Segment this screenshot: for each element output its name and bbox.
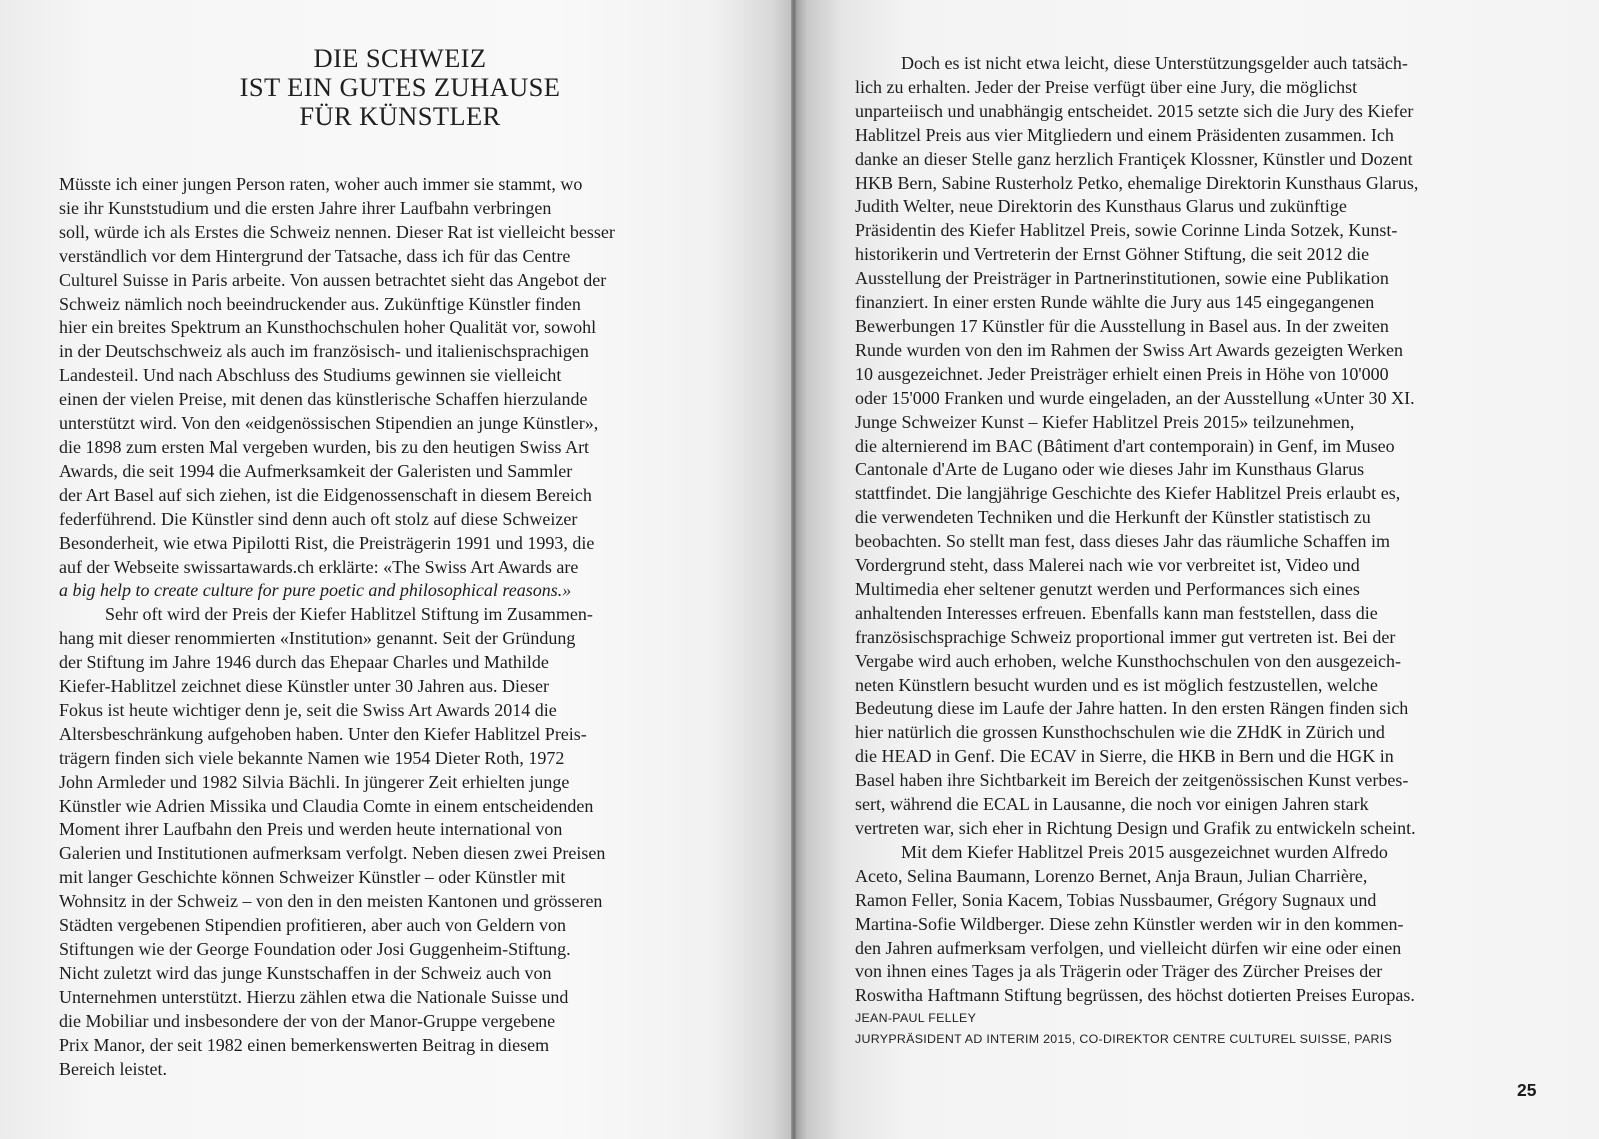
text-line: Awards, die seit 1994 die Aufmerksamkeit der Galeristen und Sammler xyxy=(59,460,573,481)
text-line: John Armleder und 1982 Silvia Bächli. In jüngerer Zeit erhielten junge xyxy=(59,771,570,792)
text-line: Vordergrund steht, dass Malerei nach wie vor verbreitet ist, Video und xyxy=(855,555,1360,576)
book-gutter xyxy=(791,0,797,1139)
text-line: Wohnsitz in der Schweiz – von den in den meisten Kantonen und grösseren xyxy=(59,891,603,912)
text-line: finanziert. In einer ersten Runde wählte die Jury aus 145 eingegangenen xyxy=(855,292,1375,313)
text-line: Bereich leistet. xyxy=(59,1058,167,1079)
title-line: FÜR KÜNSTLER xyxy=(299,101,501,131)
text-line: Städten vergebenen Stipendien profitieren, aber auch von Geldern von xyxy=(59,915,566,936)
text-line: Stiftungen wie der George Foundation oder Josi Guggenheim-Stiftung. xyxy=(59,939,571,959)
text-line: danke an dieser Stelle ganz herzlich Frantiçek Klossner, Künstler und Dozent xyxy=(855,148,1413,169)
text-line: federführend. Die Künstler sind denn auch oft stolz auf diese Schweizer xyxy=(59,508,578,529)
text-line: Moment ihrer Laufbahn den Preis und werden heute international von xyxy=(59,819,563,840)
text-line: die Mobiliar und insbesondere der von der Manor-Gruppe vergebene xyxy=(59,1010,556,1031)
text-line: auf der Webseite swissartawards.ch erklärte: «The Swiss Art Awards are xyxy=(59,556,579,577)
text-line: die alternierend im BAC (Bâtiment d'art contemporain) in Genf, im Museo xyxy=(855,435,1395,456)
article-title xyxy=(180,44,620,131)
text-line: Runde wurden von den im Rahmen der Swiss Art Awards gezeigten Werken xyxy=(855,339,1403,360)
text-line: Galerien und Institutionen aufmerksam verfolgt. Neben diesen zwei Preisen xyxy=(59,843,606,864)
text-line: Ramon Feller, Sonia Kacem, Tobias Nussbaumer, Grégory Sugnaux und xyxy=(855,889,1377,910)
text-line: unparteiisch und unabhängig entscheidet. 2015 setzte sich die Jury des Kiefer xyxy=(855,100,1414,121)
left-page xyxy=(0,0,795,1139)
text-line: Junge Schweizer Kunst – Kiefer Hablitzel Preis 2015» teilzunehmen, xyxy=(855,411,1355,432)
text-line: Hablitzel Preis aus vier Mitgliedern und einem Präsidenten zusammen. Ich xyxy=(855,124,1394,145)
text-line: Altersbeschränkung aufgehoben haben. Unter den Kiefer Hablitzel Preis- xyxy=(59,723,587,744)
text-line: Culturel Suisse in Paris arbeite. Von aussen betrachtet sieht das Angebot der xyxy=(59,269,607,290)
text-line: die HEAD in Genf. Die ECAV in Sierre, die HKB in Bern und die HGK in xyxy=(855,746,1394,767)
text-line: Nicht zuletzt wird das junge Kunstschaffen in der Schweiz auch von xyxy=(59,962,552,983)
text-line: verständlich vor dem Hintergrund der Tatsache, dass ich für das Centre xyxy=(59,245,571,266)
text-line: mit langer Geschichte können Schweizer Künstler – oder Künstler mit xyxy=(59,867,566,888)
text-line: Cantonale d'Arte de Lugano oder wie dieses Jahr im Kunsthaus Glarus xyxy=(855,459,1365,480)
text-line: trägern finden sich viele bekannte Namen wie 1954 Dieter Roth, 1972 xyxy=(59,747,565,768)
text-line: den Jahren aufmerksam verfolgen, und vielleicht dürfen wir eine oder einen xyxy=(855,937,1402,958)
text-line: unterstützt wird. Von den «eidgenössischen Stipendien an junge Künstler», xyxy=(59,413,599,434)
paragraph-start-line: Doch es ist nicht etwa leicht, diese Unterstützungsgelder auch tatsäch- xyxy=(901,53,1408,73)
text-line: lich zu erhalten. Jeder der Preise verfügt über eine Jury, die möglichst xyxy=(855,76,1358,97)
text-line: Bedeutung diese im Laufe der Jahre hatten. In den ersten Rängen finden sich xyxy=(855,698,1409,719)
text-line: Unternehmen unterstützt. Hierzu zählen etwa die Nationale Suisse und xyxy=(59,986,569,1007)
page-number: 25 xyxy=(1517,1080,1537,1100)
text-line: Aceto, Selina Baumann, Lorenzo Bernet, Anja Braun, Julian Charrière, xyxy=(855,865,1368,886)
text-line: beobachten. So stellt man fest, dass dieses Jahr das räumliche Schaffen im xyxy=(855,531,1391,552)
text-line: Martina-Sofie Wildberger. Diese zehn Künstler werden wir in den kommen- xyxy=(855,913,1404,934)
text-line: der Stiftung im Jahre 1946 durch das Ehepaar Charles und Mathilde xyxy=(59,652,549,673)
text-line: oder 15'000 Franken und wurde eingeladen, an der Ausstellung «Unter 30 XI. xyxy=(855,387,1415,408)
text-line: hang mit dieser renommierten «Institution» genannt. Seit der Gründung xyxy=(59,628,576,649)
text-line: stattfindet. Die langjährige Geschichte des Kiefer Hablitzel Preis erlaubt es, xyxy=(855,483,1401,504)
text-line: Prix Manor, der seit 1982 einen bemerkenswerten Beitrag in diesem xyxy=(59,1034,550,1055)
text-line: Müsste ich einer jungen Person raten, woher auch immer sie stammt, wo xyxy=(59,174,583,194)
text-line: 10 ausgezeichnet. Jeder Preisträger erhielt einen Preis in Höhe von 10'000 xyxy=(855,363,1389,384)
text-line: der Art Basel auf sich ziehen, ist die Eidgenossenschaft in diesem Bereich xyxy=(59,484,592,505)
text-line: einen der vielen Preise, mit denen das künstlerische Schaffen hierzulande xyxy=(59,389,588,410)
text-line: Judith Welter, neue Direktorin des Kunsthaus Glarus und zukünftige xyxy=(855,196,1347,217)
text-line: soll, würde ich als Erstes die Schweiz nennen. Dieser Rat ist vielleicht besser xyxy=(59,221,615,242)
text-line: Schweiz nämlich noch beeindruckender aus. Zukünftige Künstler finden xyxy=(59,293,581,314)
text-line: Fokus ist heute wichtiger denn je, seit die Swiss Art Awards 2014 die xyxy=(59,699,557,720)
text-line: HKB Bern, Sabine Rusterholz Petko, ehemalige Direktorin Kunsthaus Glarus, xyxy=(855,172,1419,193)
text-line: die verwendeten Techniken und die Herkunft der Künstler statistisch zu xyxy=(855,507,1371,528)
paragraph-start-line: Sehr oft wird der Preis der Kiefer Hablitzel Stiftung im Zusammen- xyxy=(105,604,593,625)
text-line: Vergabe wird auch erhoben, welche Kunsthochschulen von den ausgezeich- xyxy=(855,650,1401,671)
text-line: sie ihr Kunststudium und die ersten Jahre ihrer Laufbahn verbringen xyxy=(59,197,552,218)
text-line: Kiefer-Hablitzel zeichnet diese Künstler unter 30 Jahren aus. Dieser xyxy=(59,676,549,697)
text-line: historikerin und Vertreterin der Ernst Göhner Stiftung, die seit 2012 die xyxy=(855,244,1370,265)
text-line: die 1898 zum ersten Mal vergeben wurden, bis zu den heutigen Swiss Art xyxy=(59,436,590,457)
right-page xyxy=(795,0,1599,1139)
text-line: Bewerbungen 17 Künstler für die Ausstellung in Basel aus. In der zweiten xyxy=(855,315,1389,336)
author-role: JURYPRÄSIDENT AD INTERIM 2015, CO-DIREKTOR CENTRE CULTUREL SUISSE, PARIS xyxy=(855,1032,1393,1046)
quote-line: a big help to create culture for pure poetic and philosophical reasons.» xyxy=(59,580,572,601)
text-line: anhaltenden Interesses erfreuen. Ebenfalls kann man feststellen, dass die xyxy=(855,602,1378,623)
text-line: hier ein breites Spektrum an Kunsthochschulen hoher Qualität vor, sowohl xyxy=(59,317,597,338)
text-line: Besonderheit, wie etwa Pipilotti Rist, die Preisträgerin 1991 und 1993, die xyxy=(59,532,595,553)
text-line: Multimedia eher seltener genutzt werden und Performances sich eines xyxy=(855,578,1360,599)
text-line: neten Künstlern besucht wurden und es ist möglich festzustellen, welche xyxy=(855,674,1378,695)
text-line: von ihnen eines Tages ja als Trägerin oder Träger des Zürcher Preises der xyxy=(855,961,1383,982)
text-line: sert, während die ECAL in Lausanne, die noch vor einigen Jahren stark xyxy=(855,794,1369,815)
text-line: Roswitha Haftmann Stiftung begrüssen, des höchst dotierten Preises Europas. xyxy=(855,985,1415,1006)
text-line: Präsidentin des Kiefer Hablitzel Preis, sowie Corinne Linda Sotzek, Kunst- xyxy=(855,220,1398,241)
text-line: Landesteil. Und nach Abschluss des Studiums gewinnen sie vielleicht xyxy=(59,365,562,386)
text-line: Basel haben ihre Sichtbarkeit im Bereich der zeitgenössischen Kunst verbes- xyxy=(855,770,1409,791)
right-body-text xyxy=(855,52,1555,1008)
text-line: vertreten war, sich eher in Richtung Design und Grafik zu entwickeln scheint. xyxy=(855,818,1416,838)
title-line: IST EIN GUTES ZUHAUSE xyxy=(239,72,561,102)
author-name: JEAN-PAUL FELLEY xyxy=(855,1011,977,1025)
text-line: hier natürlich die grossen Kunsthochschulen wie die ZHdK in Zürich und xyxy=(855,722,1385,743)
text-line: Ausstellung der Preisträger in Partnerinstitutionen, sowie eine Publikation xyxy=(855,268,1389,289)
title-line: DIE SCHWEIZ xyxy=(313,43,487,73)
paragraph-start-line: Mit dem Kiefer Hablitzel Preis 2015 ausgezeichnet wurden Alfredo xyxy=(901,841,1388,862)
left-body-text xyxy=(59,173,759,1081)
text-line: französischsprachige Schweiz proportional immer gut vertreten ist. Bei der xyxy=(855,626,1396,647)
text-line: in der Deutschschweiz als auch im französisch- und italienischsprachigen xyxy=(59,341,589,362)
text-line: Künstler wie Adrien Missika und Claudia Comte in einem entscheidenden xyxy=(59,795,594,816)
